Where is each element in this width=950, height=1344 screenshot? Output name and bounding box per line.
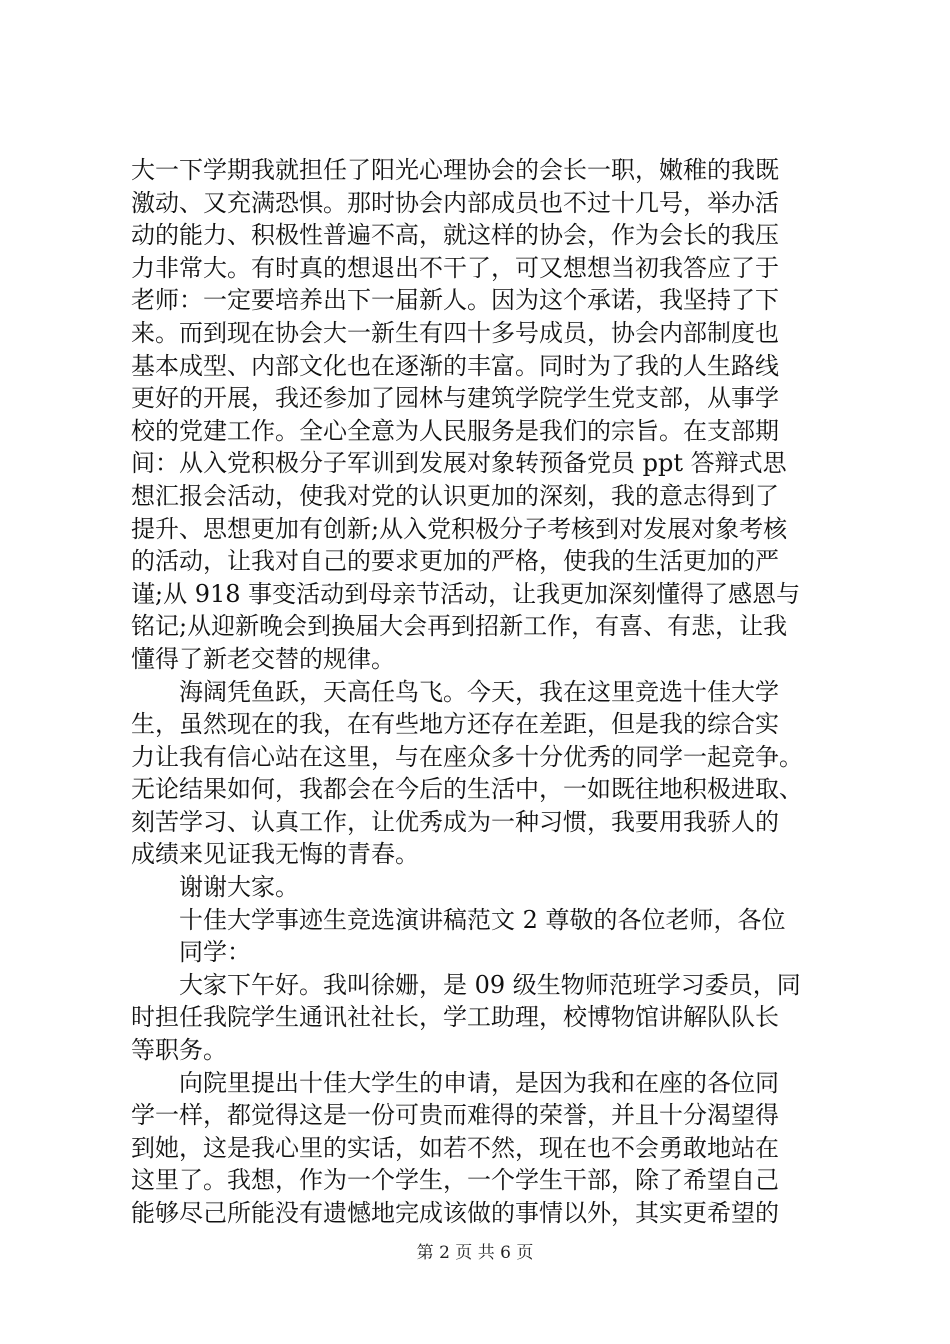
text-line: 铭记;从迎新晚会到换届大会再到招新工作，有喜、有悲，让我 [131,612,788,641]
text-line: 提升、思想更加有创新;从入党积极分子考核到对发展对象考核 [131,514,788,543]
text-line: 的活动，让我对自己的要求更加的严格，使我的生活更加的严 [131,547,779,576]
text-line: 生，虽然现在的我，在有些地方还存在差距，但是我的综合实 [131,710,779,739]
text-line: 动的能力、积极性普遍不高，就这样的协会，作为会长的我压 [131,221,779,250]
text-line: 激动、又充满恐惧。那时协会内部成员也不过十几号，举办活 [131,188,779,217]
text-line: 到她，这是我心里的实话，如若不然，现在也不会勇敢地站在 [131,1133,779,1162]
paragraph-first-line: 海阔凭鱼跃，天高任鸟飞。今天，我在这里竞选十佳大学 [179,677,779,706]
text-line: 无论结果如何，我都会在今后的生活中，一如既往地积极进取、 [131,775,803,804]
page-number-footer: 第 2 页 共 6 页 [416,1243,534,1263]
text-line: 时担任我院学生通讯社社长，学工助理，校博物馆讲解队队长 [131,1003,779,1032]
text-line: 老师：一定要培养出下一届新人。因为这个承诺，我坚持了下 [131,286,779,315]
paragraph-first-line: 大家下午好。我叫徐姗，是 09 级生物师范班学习委员，同 [179,970,801,999]
text-line: 大一下学期我就担任了阳光心理协会的会长一职，嫩稚的我既 [131,156,779,184]
text-line: 能够尽己所能没有遗憾地完成该做的事情以外，其实更希望的 [131,1199,779,1227]
text-line: 基本成型、内部文化也在逐渐的丰富。同时为了我的人生路线 [131,351,779,380]
text-line: 这里了。我想，作为一个学生，一个学生干部，除了希望自己 [131,1166,779,1195]
text-line: 更好的开展，我还参加了园林与建筑学院学生党支部，从事学 [131,384,779,413]
text-line: 间：从入党积极分子军训到发展对象转预备党员 ppt 答辩式思 [131,449,787,478]
section-heading-line: 十佳大学事迹生竞选演讲稿范文 2 尊敬的各位老师，各位 [179,905,786,934]
text-line: 刻苦学习、认真工作，让优秀成为一种习惯，我要用我骄人的 [131,807,779,836]
paragraph-first-line: 谢谢大家。 [179,873,299,902]
section-heading-line: 同学： [179,938,251,967]
text-line: 力让我有信心站在这里，与在座众多十分优秀的同学一起竞争。 [131,742,803,771]
text-line: 力非常大。有时真的想退出不干了，可又想想当初我答应了于 [131,253,779,282]
text-line: 想汇报会活动，使我对党的认识更加的深刻，我的意志得到了 [131,481,779,510]
text-line: 谨;从 918 事变活动到母亲节活动，让我更加深刻懂得了感恩与 [131,579,801,608]
text-line: 等职务。 [131,1036,227,1065]
text-line: 懂得了新老交替的规律。 [131,644,395,673]
text-line: 学一样，都觉得这是一份可贵而难得的荣誉，并且十分渴望得 [131,1101,779,1130]
text-line: 来。而到现在协会大一新生有四十多号成员，协会内部制度也 [131,318,779,347]
document-body [131,154,831,1230]
text-line: 成绩来见证我无悔的青春。 [131,840,419,869]
text-line: 校的党建工作。全心全意为人民服务是我们的宗旨。在支部期 [131,416,779,445]
paragraph-first-line: 向院里提出十佳大学生的申请，是因为我和在座的各位同 [179,1068,779,1097]
